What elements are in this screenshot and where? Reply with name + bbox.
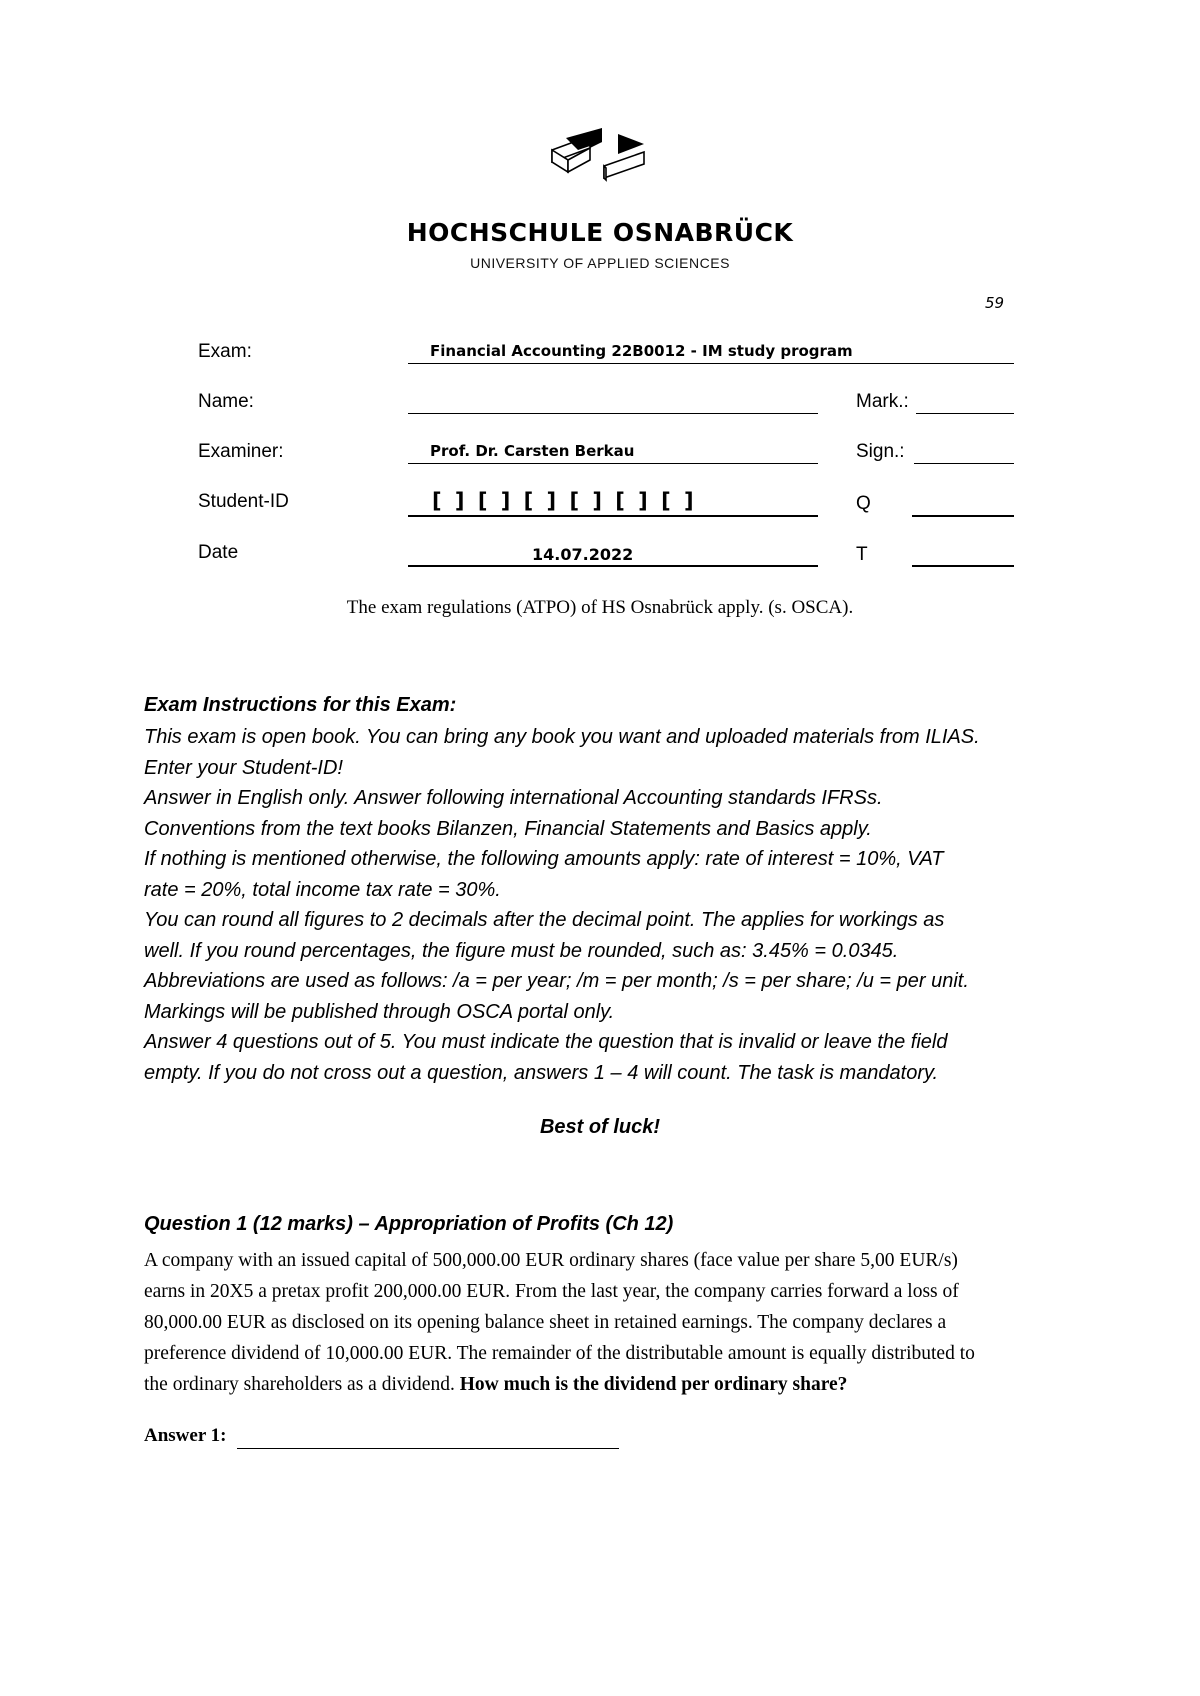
instruction-line: rate = 20%, total income tax rate = 30%. (144, 878, 501, 901)
question-1-body (144, 1245, 1064, 1400)
examiner-value: Prof. Dr. Carsten Berkau (430, 442, 635, 460)
mark-field[interactable] (916, 391, 1014, 414)
answer-1-field[interactable] (237, 1427, 619, 1449)
question-line: preference dividend of 10,000.00 EUR. The remainder of the distributable amount is equally distributed to (144, 1343, 975, 1364)
t-field[interactable] (912, 543, 1014, 567)
date-label: Date (198, 542, 239, 563)
examiner-label: Examiner: (198, 441, 284, 462)
student-id-label: Student-ID (198, 491, 289, 512)
exam-label: Exam: (198, 341, 252, 362)
instructions-title: Exam Instructions for this Exam: (144, 694, 457, 716)
question-line (144, 1369, 1064, 1400)
sign-field[interactable] (914, 441, 1014, 464)
question-line: earns in 20X5 a pretax profit 200,000.00 EUR. From the last year, the company carries forward a loss of (144, 1281, 959, 1302)
university-subtitle: UNIVERSITY OF APPLIED SCIENCES (470, 255, 730, 271)
student-id-value: [ ] [ ] [ ] [ ] [ ] [ ] (432, 489, 694, 513)
instruction-line: empty. If you do not cross out a question, answers 1 – 4 will count. The task is mandatory. (144, 1061, 939, 1084)
mark-label: Mark.: (856, 391, 909, 412)
regulations-note: The exam regulations (ATPO) of HS Osnabrück apply. (s. OSCA). (346, 597, 854, 618)
question-prompt: How much is the dividend per ordinary share? (459, 1374, 848, 1395)
question-1-title: Question 1 (12 marks) – Appropriation of Profits (Ch 12) (144, 1213, 674, 1235)
instruction-line: Enter your Student-ID! (144, 756, 343, 779)
instruction-line: Abbreviations are used as follows: /a = per year; /m = per month; /s = per share; /u = per unit. (144, 970, 969, 992)
examiner-field[interactable] (408, 441, 818, 464)
page-number: 59 (985, 294, 1005, 312)
best-of-luck: Best of luck! (539, 1116, 661, 1138)
student-id-field[interactable] (408, 491, 818, 517)
q-label: Q (856, 493, 871, 514)
instruction-line: Answer in English only. Answer following international Accounting standards IFRSs. (144, 787, 883, 809)
question-line: A company with an issued capital of 500,000.00 EUR ordinary shares (face value per share 5,00 EUR/s) (144, 1250, 958, 1271)
instruction-line: If nothing is mentioned otherwise, the following amounts apply: rate of interest = 10%, VAT (144, 848, 944, 870)
instruction-line: Markings will be published through OSCA portal only. (144, 1000, 615, 1023)
question-last-line: the ordinary shareholders as a dividend. (144, 1374, 455, 1395)
sign-label: Sign.: (856, 441, 905, 462)
hochschule-osnabrueck-logo-icon (548, 128, 658, 198)
university-name: HOCHSCHULE OSNABRÜCK (406, 218, 794, 247)
name-label: Name: (198, 391, 254, 412)
date-value: 14.07.2022 (532, 545, 634, 564)
exam-field[interactable] (408, 341, 1014, 364)
question-line: 80,000.00 EUR as disclosed on its opening balance sheet in retained earnings. The company declares a (144, 1312, 947, 1333)
instruction-line: This exam is open book. You can bring any book you want and uploaded materials from ILIAS. (144, 726, 980, 748)
instruction-line: Conventions from the text books Bilanzen, Financial Statements and Basics apply. (144, 817, 872, 840)
exam-value: Financial Accounting 22B0012 - IM study program (430, 342, 853, 360)
answer-1-label: Answer 1: (144, 1425, 227, 1446)
instructions-body (144, 722, 1064, 1088)
q-field[interactable] (912, 491, 1014, 517)
instruction-line: well. If you round percentages, the figure must be rounded, such as: 3.45% = 0.0345. (144, 939, 899, 962)
name-field[interactable] (408, 391, 818, 414)
instruction-line: You can round all figures to 2 decimals after the decimal point. The applies for workings as (144, 909, 945, 931)
instruction-line: Answer 4 questions out of 5. You must indicate the question that is invalid or leave the field (144, 1031, 948, 1053)
t-label: T (856, 544, 868, 565)
date-field[interactable] (408, 543, 818, 567)
